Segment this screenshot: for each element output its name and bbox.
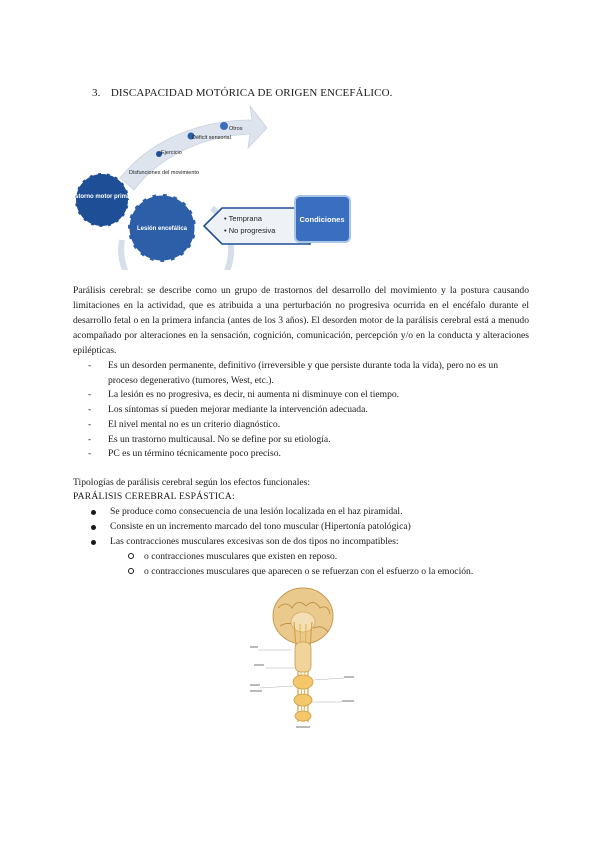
list-item: o contracciones musculares que aparecen o se refuerzan con el esfuerzo o la emoción. — [128, 564, 548, 579]
arrow-dot-3 — [220, 122, 228, 130]
curved-arrow — [120, 106, 267, 190]
typologies-heading: Tipologías de parálisis cerebral según los efectos funcionales: — [73, 477, 311, 488]
dash-marker: - — [88, 389, 92, 401]
concept-diagram-svg — [62, 98, 362, 270]
pyramidal-tract-svg — [248, 582, 358, 732]
main-gear-label: Lesión encefálica — [136, 226, 188, 232]
list-item: - PC es un término técnicamente poco preciso. — [88, 447, 528, 462]
bullet-icon — [91, 510, 96, 515]
bullet-icon — [91, 540, 96, 545]
list-item: - Es un trastorno multicausal. No se define por su etiología. — [88, 433, 528, 448]
condition-item-1: • No progresiva — [224, 226, 276, 235]
cerebral-palsy-definition: Parálisis cerebral: se describe como un grupo de trastornos del desarrollo del movimiento y la postura causando limitaciones en la actividad, que es atribuida a una perturbación no progresiva ocurrida en el encéfalo durante el desarrollo fetal o en la primera infancia (antes de los 3 años). El desorden motor de la parálisis cerebral está a menudo acompañado por alteraciones en la sensación, cognición, comunicación, percepción y/o en la conducta y alteraciones epilépticas. — [73, 285, 529, 356]
spastic-heading: PARÁLISIS CEREBRAL ESPÁSTICA: — [73, 491, 235, 502]
spastic-list — [90, 505, 530, 549]
arrow-label-3: Otros — [229, 126, 243, 132]
arrow-label-1: Ejercicio — [161, 150, 182, 156]
list-item: - Es un desorden permanente, definitivo (irreversible y que persiste durante toda la vida), pero no es un proceso degenerativo (tumores, West, etc.). — [88, 360, 499, 386]
dash-marker: - — [88, 404, 92, 416]
circle-bullet-icon — [128, 553, 134, 559]
main-gear — [128, 194, 196, 262]
circle-bullet-icon — [128, 568, 134, 574]
contraction-types-list — [128, 549, 548, 579]
arrow-label-2: Déficit sensorial — [192, 135, 231, 141]
concept-diagram — [62, 98, 362, 270]
dash-marker: - — [88, 418, 92, 430]
condition-item-0: • Temprana — [224, 214, 262, 223]
list-item: - Los síntomas sí pueden mejorar mediante la intervención adecuada. — [88, 403, 528, 418]
list-item: o contracciones musculares que existen en reposo. — [128, 549, 548, 564]
pyramidal-tract-illustration — [248, 582, 358, 732]
list-item: - La lesión es no progresiva, es decir, ni aumenta ni disminuye con el tiempo. — [88, 388, 528, 403]
section-title: DISCAPACIDAD MOTÓRICA DE ORIGEN ENCEFÁLICO. — [110, 87, 393, 99]
small-gear-label: Trastorno motor primario — [65, 194, 139, 200]
dash-marker: - — [88, 448, 92, 460]
list-item: - El nivel mental no es un criterio diagnóstico. — [88, 418, 528, 433]
list-item: Consiste en un incremento marcado del tono muscular (Hipertonía patológica) — [90, 520, 530, 535]
list-item: Se produce como consecuencia de una lesión localizada en el haz piramidal. — [90, 505, 530, 520]
list-item: Las contracciones musculares excesivas son de dos tipos no incompatibles: — [90, 535, 530, 550]
conditions-title: Condiciones — [299, 215, 345, 224]
bullet-icon — [91, 525, 96, 530]
dash-marker: - — [88, 433, 92, 445]
section-number: 3. — [92, 87, 101, 99]
characteristics-list — [88, 359, 528, 462]
dash-marker: - — [88, 360, 92, 371]
arrow-label-0: Disfunciones del movimiento — [129, 170, 200, 176]
